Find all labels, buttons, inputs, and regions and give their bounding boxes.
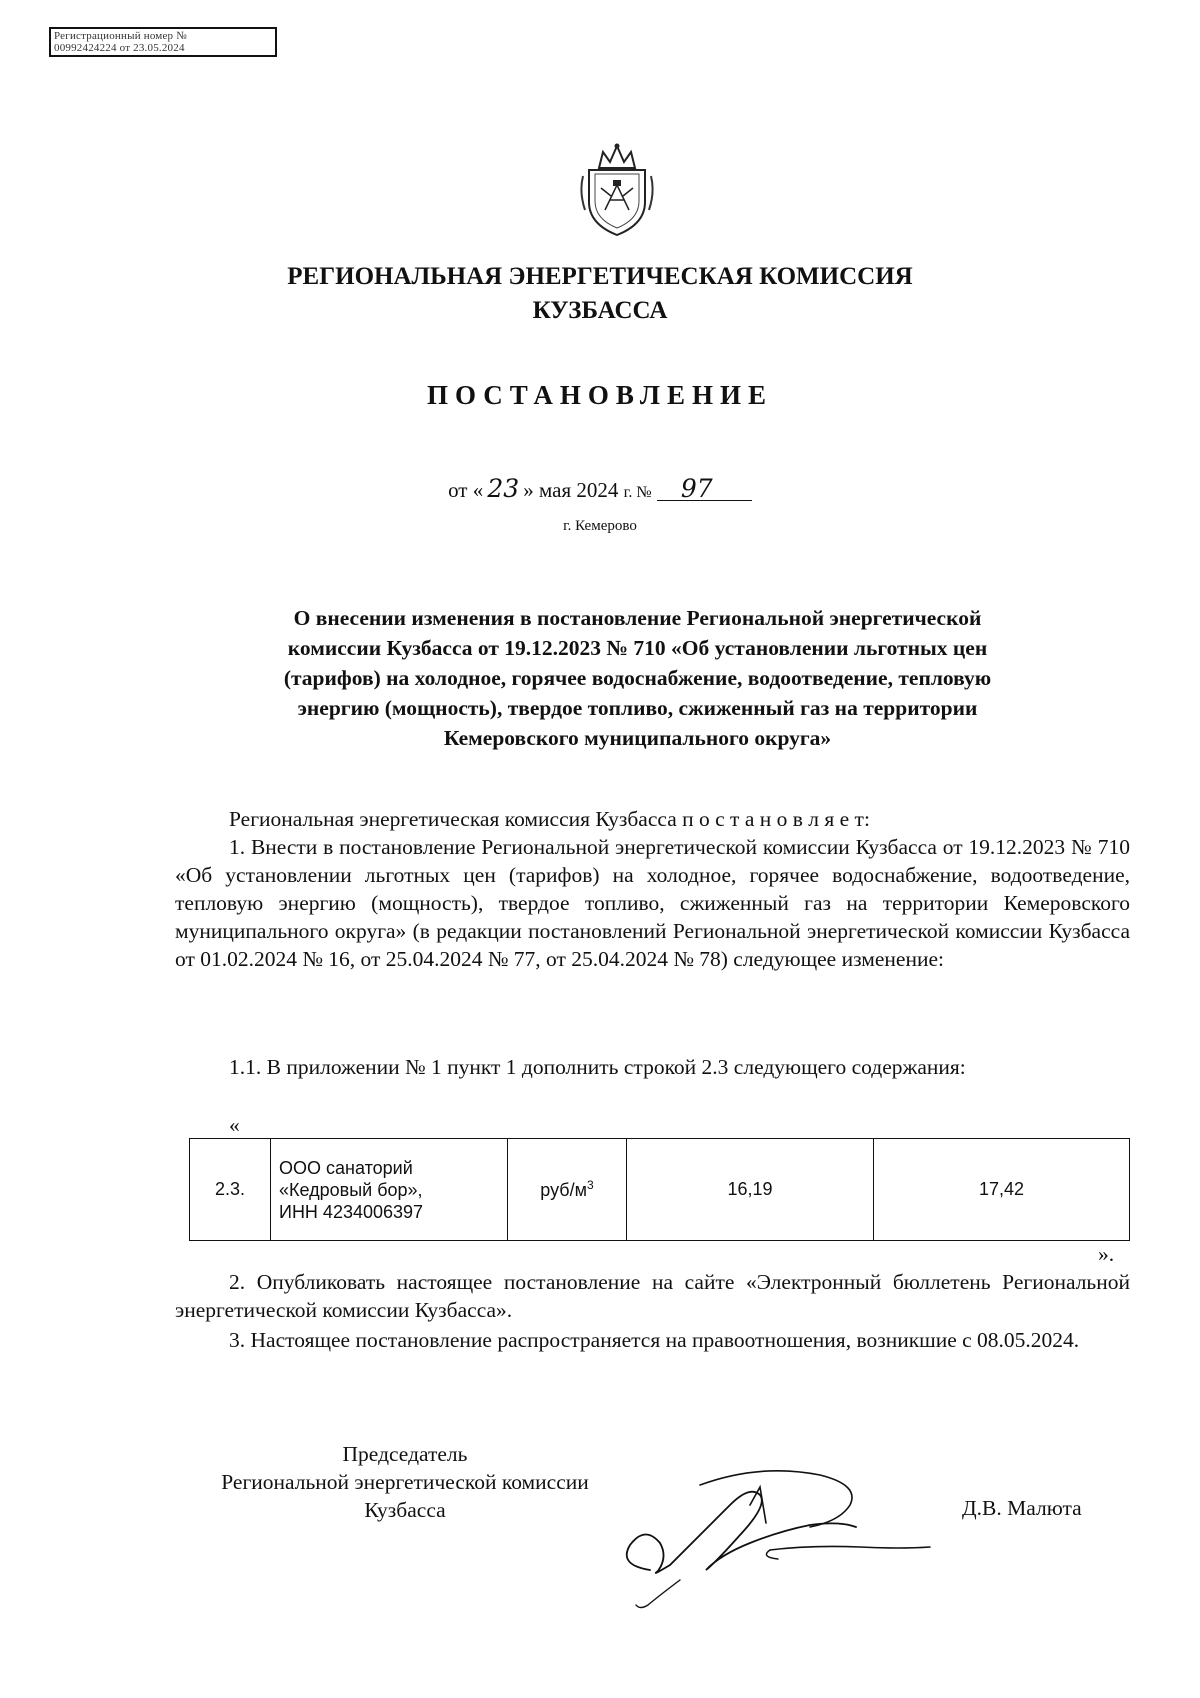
quote-close: ». bbox=[1098, 1242, 1115, 1266]
title-line-3: (тарифов) на холодное, горячее водоснабжение, водоотведение, тепловую bbox=[283, 666, 992, 690]
tariff-table bbox=[189, 1138, 1130, 1241]
signer-line3: Кузбасса bbox=[364, 1498, 446, 1522]
registration-stamp-line2: 00992424224 от 23.05.2024 bbox=[54, 42, 185, 54]
title-line-4: энергию (мощность), твердое топливо, сжиженный газ на территории bbox=[297, 696, 978, 720]
title-line-1: О внесении изменения в постановление Региональной энергетической bbox=[293, 606, 982, 630]
unit-text: руб/м bbox=[540, 1180, 587, 1200]
date-day-handwritten: 23 bbox=[487, 474, 520, 503]
organization-name bbox=[0, 260, 1200, 328]
organization-cell-line3: ИНН 4234006397 bbox=[279, 1201, 424, 1222]
table-row bbox=[190, 1139, 1130, 1241]
date-line bbox=[0, 474, 1200, 503]
city: г. Кемерово bbox=[563, 518, 637, 534]
tariff-value-1-cell: 16,19 bbox=[627, 1139, 874, 1241]
quote-open: « bbox=[229, 1113, 240, 1137]
organization-cell bbox=[271, 1139, 508, 1241]
signer-line1: Председатель bbox=[342, 1442, 468, 1466]
document-number-handwritten: 97 bbox=[657, 478, 752, 501]
paragraph-2: 2. Опубликовать настоящее постановление на сайте «Электронный бюллетень Региональной энергетической комиссии Кузбасса». bbox=[175, 1270, 1130, 1322]
signer-position bbox=[175, 1440, 635, 1524]
handwritten-signature bbox=[610, 1465, 940, 1615]
row-number-cell: 2.3. bbox=[190, 1139, 271, 1241]
signer-name: Д.В. Малюта bbox=[962, 1496, 1082, 1520]
unit-superscript: 3 bbox=[587, 1178, 594, 1192]
paragraph-1-1: 1.1. В приложении № 1 пункт 1 дополнить строкой 2.3 следующего содержания: bbox=[229, 1055, 966, 1079]
document-type: ПОСТАНОВЛЕНИЕ bbox=[426, 380, 774, 410]
organization-cell-line2: «Кедровый бор», bbox=[279, 1179, 423, 1200]
organization-cell-line1: ООО санаторий bbox=[279, 1157, 413, 1178]
registration-stamp bbox=[49, 27, 277, 57]
title-line-2: комиссии Кузбасса от 19.12.2023 № 710 «Об установлении льготных цен bbox=[287, 636, 988, 660]
organization-name-line2: КУЗБАССА bbox=[532, 297, 668, 324]
date-year-number-label: г. № bbox=[623, 484, 652, 501]
date-month-year: » мая 2024 bbox=[523, 478, 619, 502]
organization-name-line1: РЕГИОНАЛЬНАЯ ЭНЕРГЕТИЧЕСКАЯ КОМИССИЯ bbox=[287, 263, 913, 290]
registration-stamp-line1: Регистрационный номер № bbox=[54, 30, 187, 42]
title-line-5: Кемеровского муниципального округа» bbox=[443, 726, 832, 750]
coat-of-arms-emblem bbox=[577, 140, 657, 238]
tariff-value-2-cell: 17,42 bbox=[874, 1139, 1130, 1241]
date-prefix: от « bbox=[448, 478, 484, 502]
paragraph-3: 3. Настоящее постановление распространяется на правоотношения, возникшие с 08.05.2024. bbox=[229, 1328, 1080, 1352]
intro-verb: п о с т а н о в л я е т: bbox=[682, 807, 870, 831]
paragraph-1: 1. Внести в постановление Региональной энергетической комиссии Кузбасса от 19.12.2023 № 710 «Об установлении льготных цен (тарифов) на холодное, горячее водоснабжение, водоотведение, тепловую энергию (мощность), твердое топливо, сжиженный газ на территории Кемеровского муниципального округа» (в редакции постановлений Региональной энергетической комиссии Кузбасса от 01.02.2024 № 16, от 25.04.2024 № 77, от 25.04.2024 № 78) следующее изменение: bbox=[175, 835, 1130, 971]
signer-line2: Региональной энергетической комиссии bbox=[221, 1470, 589, 1494]
document-title bbox=[175, 603, 1100, 753]
intro-paragraph bbox=[175, 805, 1130, 833]
intro-text: Региональная энергетическая комиссия Кузбасса bbox=[229, 807, 677, 831]
unit-cell bbox=[508, 1139, 627, 1241]
